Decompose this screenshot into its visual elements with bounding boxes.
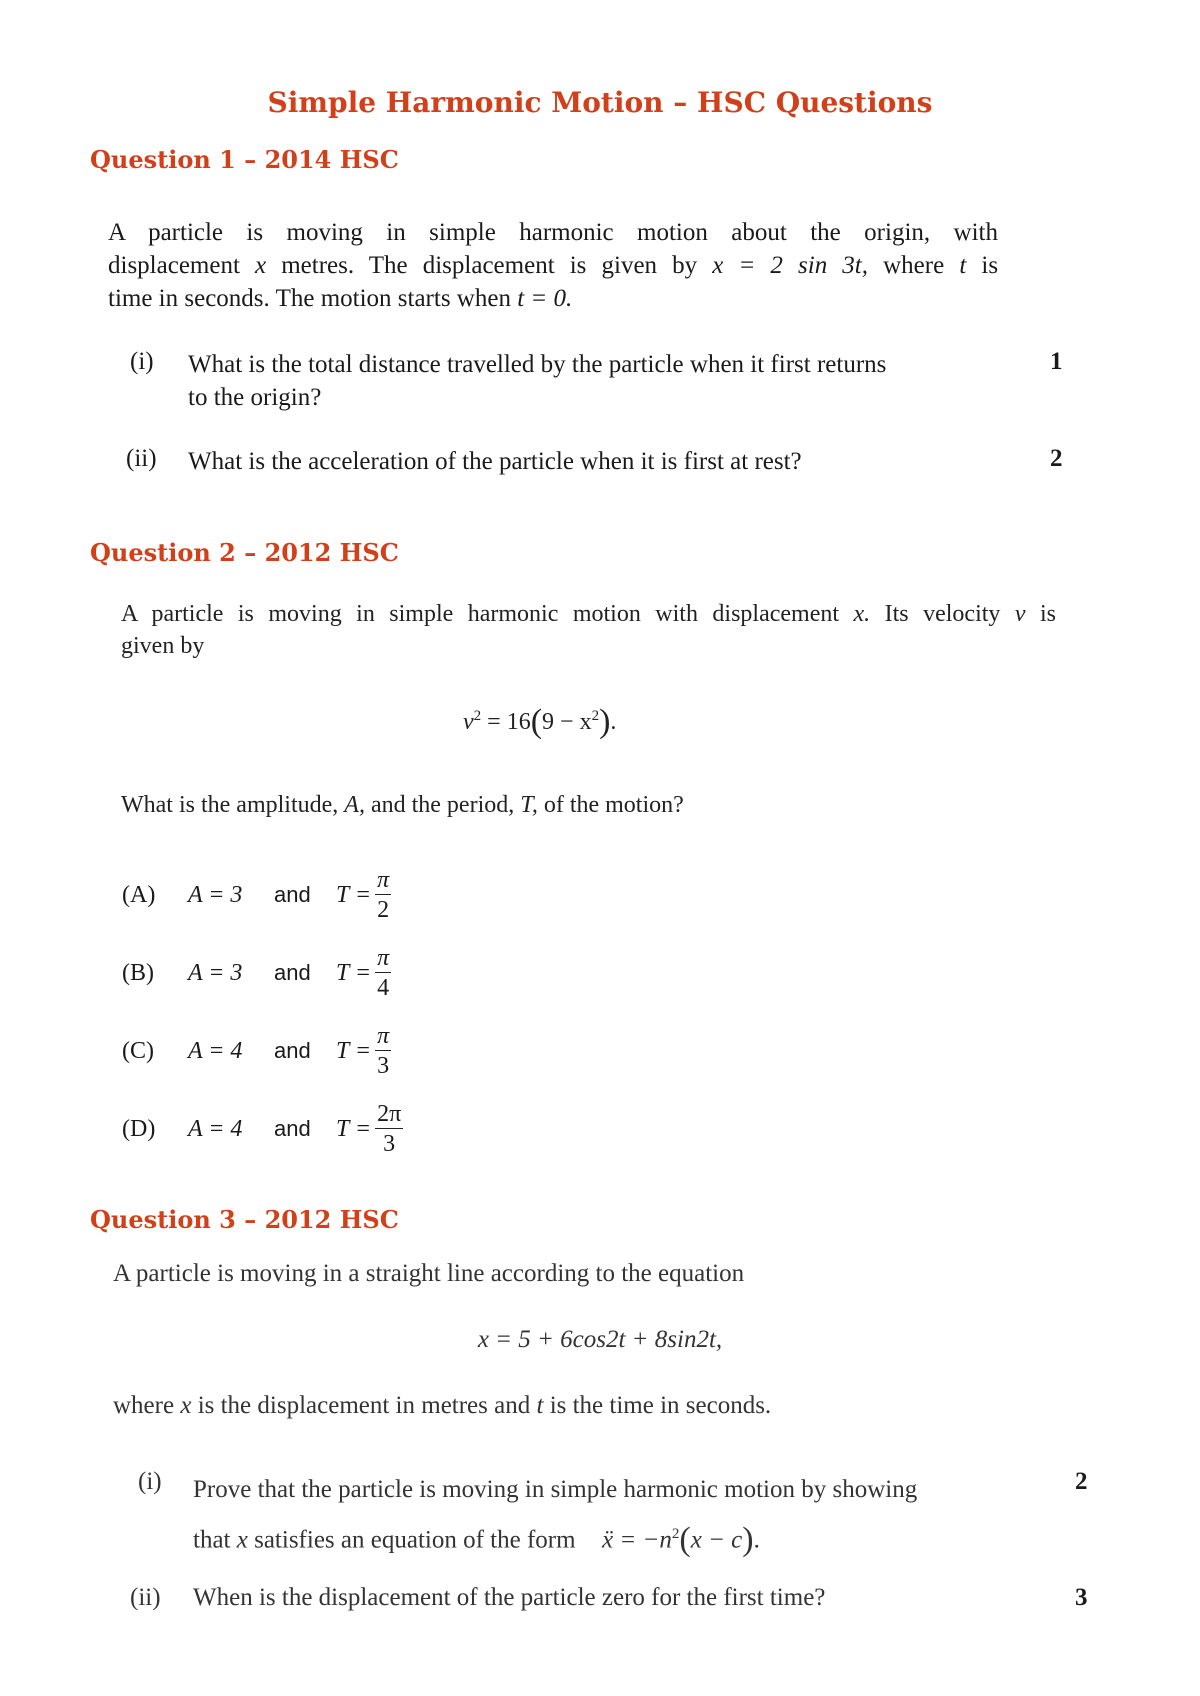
q2-intro-line-2: given by <box>121 633 205 659</box>
q1-part-ii-label: (ii) <box>126 445 157 472</box>
q2-option-c-fraction: $\frac{\pi}{3}$ <box>377 1023 390 1079</box>
q3-part-ii-marks: 3 <box>1075 1584 1088 1611</box>
q2-velocity-equation: $v^2 = 16(9 - x^2)$. <box>463 703 617 740</box>
q3-intro: A particle is moving in a straight line according to the equation <box>113 1260 745 1287</box>
q3-part-i-text: Prove that the particle is moving in simple harmonic motion by showing that x satisfies an equation of the form ẍ = $-n^2(x - c)$. <box>193 1476 918 1559</box>
q1-intro-line-3: time in seconds. The motion starts when t = 0. <box>108 285 573 312</box>
q1-intro-line-2: displacement x metres. The displacement is given by x = 2 sin 3t, where t is <box>108 252 999 279</box>
q3-shm-form-equation: ẍ = −n <box>602 1526 672 1554</box>
q2-intro-line-1: A particle is moving in simple harmonic motion with displacement x. Its velocity v is <box>121 601 1057 627</box>
q3-part-ii-text: When is the displacement of the particle zero for the first time? <box>193 1584 826 1611</box>
q3-part-i-marks: 2 <box>1075 1468 1088 1495</box>
question-3-heading: Question 3 – 2012 HSC <box>90 1205 399 1234</box>
page-title: Simple Harmonic Motion – HSC Questions <box>267 86 933 119</box>
q3-where: where x is the displacement in metres and t is the time in seconds. <box>113 1392 772 1419</box>
q3-equation: x = 5 + 6cos2t + 8sin2t, <box>477 1326 723 1353</box>
q1-part-i-marks: 1 <box>1050 348 1063 375</box>
q1-start-condition: t = 0. <box>517 285 573 312</box>
q3-part-i-label: (i) <box>138 1468 162 1495</box>
q1-intro-line-1: A particle is moving in simple harmonic motion about the origin, with <box>108 219 998 246</box>
question-2-heading: Question 2 – 2012 HSC <box>90 538 399 567</box>
q1-part-i-text: What is the total distance travelled by the particle when it first returns to the origin? <box>188 351 887 411</box>
q1-part-i-label: (i) <box>130 348 154 375</box>
q2-question: What is the amplitude, A, and the period, T, of the motion? <box>121 792 684 818</box>
question-1-intro <box>108 216 998 315</box>
q3-part-ii-label: (ii) <box>130 1584 161 1611</box>
q2-option-a-fraction: $\frac{\pi}{2}$ <box>377 867 390 923</box>
q2-option-d[interactable]: (D) A = 4 and T = $\frac{2\pi}{3}$ <box>122 1101 402 1157</box>
q2-option-b-fraction: $\frac{\pi}{4}$ <box>377 945 390 1001</box>
q2-option-b[interactable]: (B) A = 3 and T = $\frac{\pi}{4}$ <box>122 945 390 1001</box>
q1-part-ii-marks: 2 <box>1050 445 1063 472</box>
q1-displacement-equation: x = 2 sin 3t, <box>712 252 869 279</box>
q1-part-ii-text: What is the acceleration of the particle when it is first at rest? <box>188 448 802 475</box>
question-2-intro <box>121 598 1056 662</box>
question-1-heading: Question 1 – 2014 HSC <box>90 145 399 174</box>
q2-option-d-fraction: $\frac{2\pi}{3}$ <box>377 1101 402 1157</box>
q2-option-a[interactable]: (A) A = 3 and T = $\frac{\pi}{2}$ <box>122 867 390 923</box>
q2-option-c[interactable]: (C) A = 4 and T = $\frac{\pi}{3}$ <box>122 1023 390 1079</box>
